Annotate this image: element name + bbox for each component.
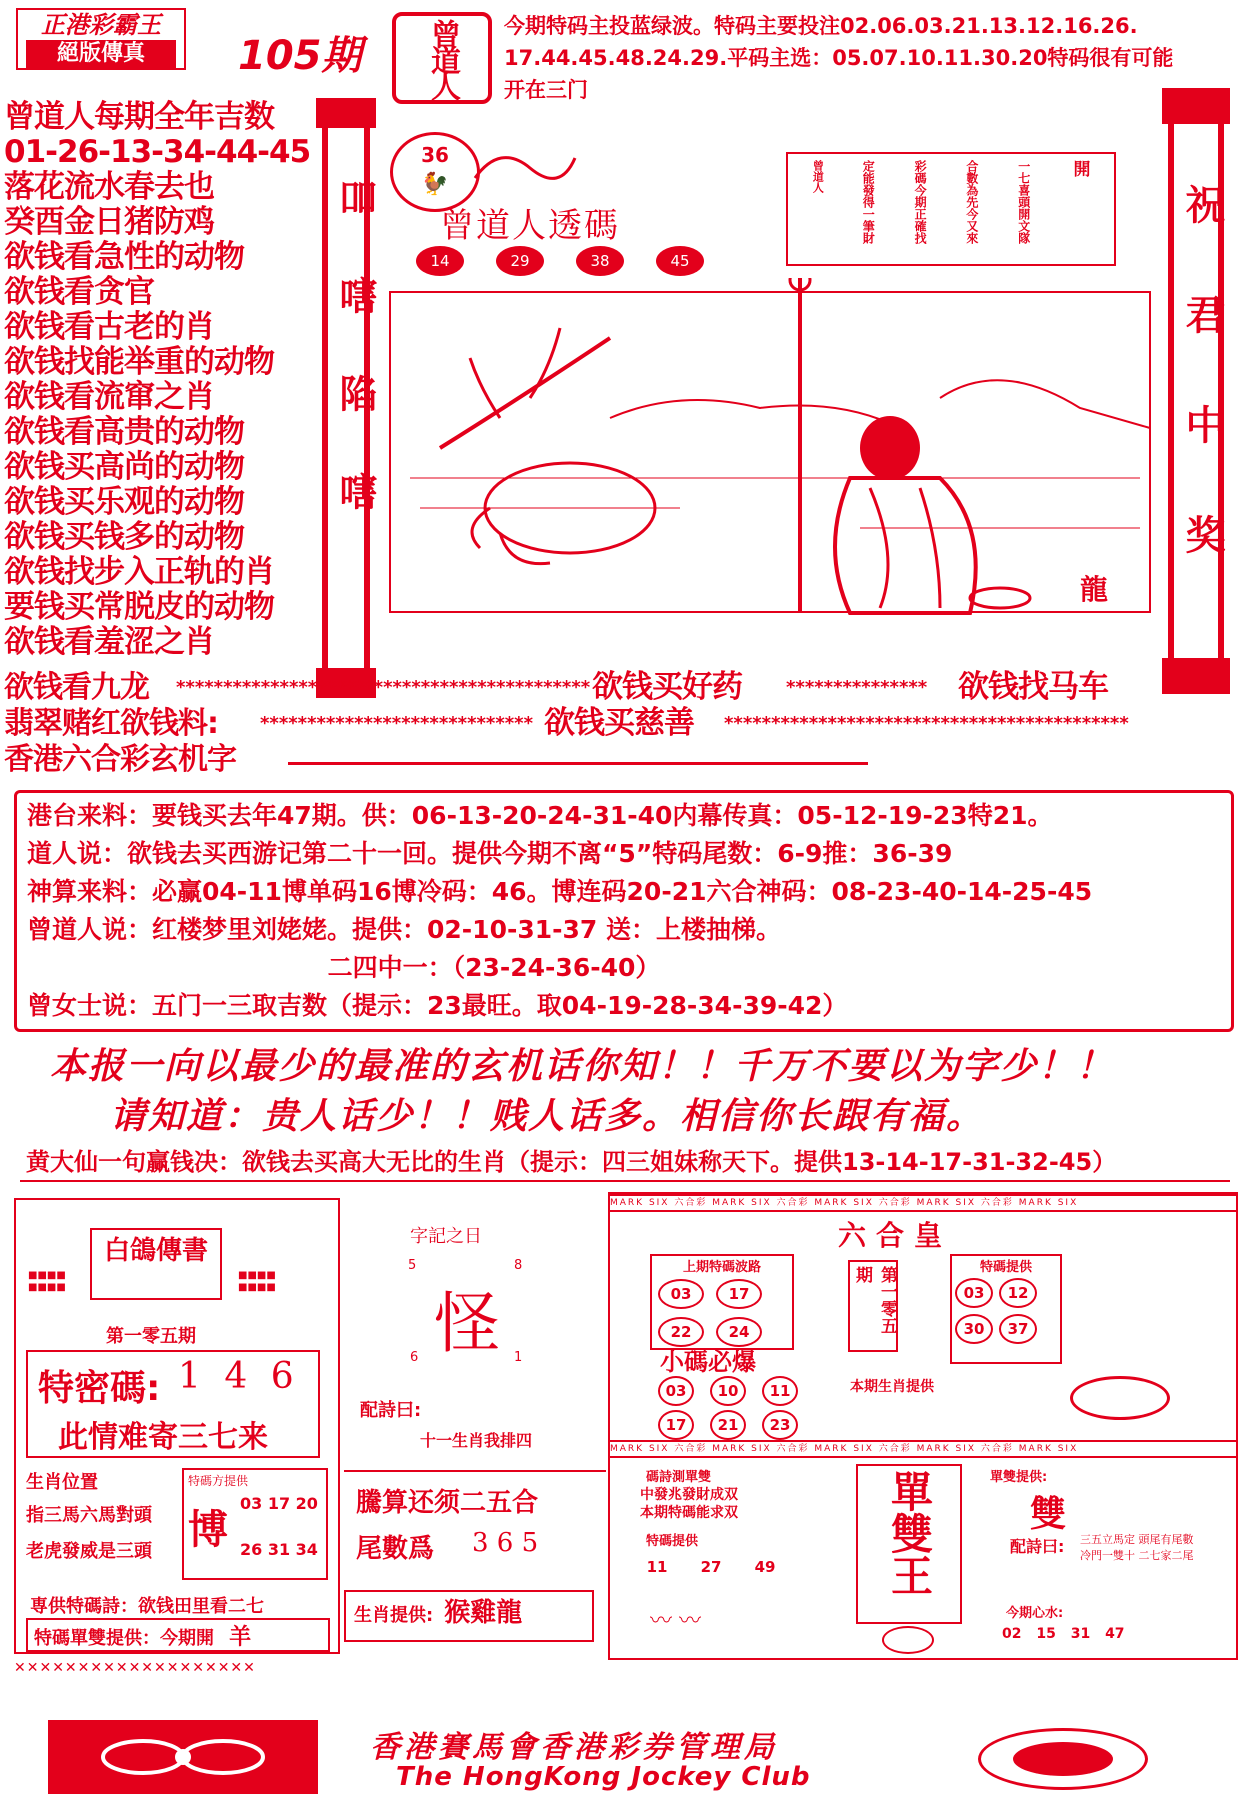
right-scroll-banner	[1168, 124, 1224, 658]
footer-org-en: The HongKong Jockey Club	[396, 1762, 811, 1792]
tema-poem: 此情难寄三七来	[58, 1420, 268, 1455]
panel-right	[608, 1192, 1238, 1660]
bo-nums: 03 17 20	[240, 1494, 318, 1513]
bo-box	[182, 1468, 328, 1580]
pos-box	[26, 1468, 320, 1594]
mid-number: 8	[514, 1258, 523, 1273]
illustration-signature: 龍	[1080, 573, 1109, 606]
left-line: 癸酉金日猪防鸡	[4, 204, 214, 240]
mark-six-stripe: MARK SIX 六合彩 MARK SIX 六合彩 MARK SIX 六合彩 MARK SIX 六合彩 MARK SIX	[610, 1194, 1236, 1212]
left-line: 01-26-13-34-44-45	[4, 134, 311, 170]
info-line: 曾女士说：五门一三取吉数（提示：23最旺。取04-19-28-34-39-42）	[27, 991, 848, 1020]
huang-line: 黄大仙一句赢钱决：欲钱去买高大无比的生肖（提示：四三姐妹称天下。提供13-14-17-31-32-45）	[26, 1148, 1117, 1176]
slogan-2: 请知道：贵人话少！！贱人话多。相信你长跟有福。	[110, 1095, 985, 1137]
bo-label: 特碼方提供	[188, 1474, 249, 1488]
illustration-balls	[416, 246, 736, 276]
mid-number: 6	[410, 1350, 419, 1365]
riddle-left: 欲钱看九龙	[4, 670, 149, 705]
scene-illustration	[380, 278, 1160, 618]
wave-title: 上期特碼波路	[682, 1260, 761, 1275]
footer-org-cn: 香港賽馬會香港彩券管理局	[370, 1730, 778, 1765]
left-line: 欲钱看羞涩之肖	[4, 624, 214, 660]
info-line: 神算来料：必赢04-11博单码16博冷码：46。博连码20-21六合神码：08-23-40-14-25-45	[27, 877, 1093, 906]
tema-number2: 11	[646, 1558, 668, 1576]
baige-issue: 第一零五期	[106, 1326, 196, 1347]
left-scroll-banner	[322, 128, 377, 668]
tema-label: 特密碼:	[38, 1368, 161, 1409]
jinqi-label: 今期心水:	[1006, 1606, 1064, 1621]
small-number: 17	[658, 1410, 694, 1440]
left-riddle-column	[4, 100, 324, 660]
tema-number: 37	[999, 1314, 1037, 1344]
small-numbers	[650, 1374, 830, 1442]
left-line: 曾道人每期全年吉数	[4, 99, 274, 135]
crown-title: 六合皇	[838, 1219, 953, 1252]
small-number: 10	[710, 1376, 746, 1406]
riddle-mid: 欲钱买慈善	[544, 705, 694, 741]
left-line: 欲钱看急性的动物	[4, 239, 244, 275]
tema-tigong: 特碼提供	[979, 1260, 1032, 1275]
zodiac-glyphs-icon: 〰 〰	[650, 1609, 701, 1634]
seal	[392, 12, 492, 104]
mid-char: 怪	[434, 1285, 500, 1362]
oval-badge-icon	[1070, 1376, 1170, 1420]
baige-title: 白鴿傳書	[103, 1236, 208, 1266]
weishu-label: 尾數爲	[356, 1534, 435, 1564]
wave-number: 24	[716, 1317, 762, 1347]
mid-number: 5	[408, 1258, 417, 1273]
left-line: 欲钱买钱多的动物	[4, 519, 244, 555]
wave-box	[650, 1254, 794, 1350]
zodiac-badge: 36 🐓	[390, 132, 480, 212]
pei-lines: 三五立馬定 頭尾有尾數 冷門一雙十 二七家二尾	[1080, 1533, 1194, 1562]
info-line: 曾道人说：红楼梦里刘姥姥。提供：02-10-31-37 送：上楼抽梯。	[27, 915, 781, 944]
footer-left-emblem	[48, 1720, 318, 1794]
issue-box	[848, 1260, 898, 1352]
mark-six-stripe: MARK SIX 六合彩 MARK SIX 六合彩 MARK SIX 六合彩 MARK SIX 六合彩 MARK SIX	[610, 1440, 1236, 1458]
jinqi-numbers: 02 15 31 47	[1002, 1626, 1125, 1642]
zodiac-badge-number: 36	[421, 143, 449, 167]
info-line: 道人说：欲钱去买西游记第二十一回。提供今期不离“5”特码尾数：6-9推：36-39	[27, 839, 953, 868]
info-line: 二四中一：（23-24-36-40）	[327, 953, 661, 982]
danshuang-label: 特碼單雙提供：今期開	[34, 1628, 214, 1649]
top-notice-line2: 17.44.45.48.24.29.平码主选：05.07.10.11.30.20特码很有可能	[504, 46, 1174, 70]
peishi-label: 配詩曰:	[360, 1400, 422, 1421]
pei-title: 配詩曰:	[1010, 1537, 1065, 1556]
mid-number: 1	[514, 1350, 523, 1365]
pos-line: 指三馬六馬對頭	[26, 1505, 152, 1526]
poem-box	[786, 152, 1116, 266]
panel-left: 白鴿傳書 ■■■■ ■■■■ ■■■■ ■■■■ 第一零五期 特密碼: 1 4 6 此情难寄三七来 生肖位置 指三馬六馬對頭 老虎發威是三頭 特碼方提供 博 03 17 20 26 31 34 専供特碼詩：欲钱田里看二七 特碼單雙提供：今期開 羊	[14, 1198, 340, 1654]
left-line: 落花流水春去也	[4, 169, 214, 205]
right-char: 雙	[1030, 1494, 1067, 1535]
poem-col: 一七喜頭開文隊	[1016, 160, 1031, 244]
left-line: 欲钱看古老的肖	[4, 309, 214, 345]
ball: 45	[656, 246, 704, 276]
top-notice	[504, 10, 1244, 106]
left-line: 欲钱找能举重的动物	[4, 344, 274, 380]
ornament-icon	[83, 1732, 283, 1782]
shuangshi-title: 碼詩測單雙	[646, 1470, 712, 1485]
shengxiao-label: 生肖提供:	[354, 1605, 434, 1626]
danshuang-box	[26, 1618, 330, 1652]
riddle-left: 翡翠赌红欲钱料:	[4, 706, 218, 741]
tema-number: 30	[955, 1314, 993, 1344]
seal-text: 曾道人	[425, 19, 460, 97]
riddle-left: 香港六合彩玄机字	[4, 742, 236, 777]
tema-number2: 27	[700, 1558, 722, 1576]
poem-col: 彩碼今期正確找	[913, 160, 928, 244]
info-box	[14, 790, 1234, 1032]
footer-right-emblem	[978, 1728, 1148, 1790]
shuang-line: 本期特碼能求双	[640, 1505, 738, 1521]
wave-number: 22	[658, 1317, 704, 1347]
ball: 29	[496, 246, 544, 276]
poem-col: 曾道人	[811, 160, 825, 193]
tengsuan: 騰算还须二五合	[356, 1488, 539, 1518]
tema-number2: 49	[754, 1558, 776, 1576]
info-line: 港台来料：要钱买去年47期。供：06-13-20-24-31-40内幕传真：05-12-19-23特21。	[27, 801, 1053, 830]
illustration-panel	[380, 118, 1160, 618]
shengxiao-value: 猴雞龍	[444, 1598, 523, 1628]
riddle-right: 欲钱找马车	[958, 669, 1108, 705]
small-title: 小碼必爆	[660, 1348, 756, 1376]
masthead-logo	[16, 8, 186, 70]
tema-number: 03	[955, 1278, 993, 1308]
left-line: 欲钱看高贵的动物	[4, 414, 244, 450]
tema-digits: 1 4 6	[178, 1356, 300, 1397]
bo-char: 博	[188, 1507, 228, 1553]
mid-header: 字記之日	[410, 1226, 482, 1247]
danshuang-king: 單雙王	[885, 1470, 934, 1596]
benqi-label: 本期生肖提供	[850, 1379, 934, 1395]
tema-poem-line: 専供特碼詩：欲钱田里看二七	[30, 1596, 264, 1617]
ball: 38	[576, 246, 624, 276]
left-line: 欲钱看贪官	[4, 274, 154, 310]
riddle-rows: 欲钱看九龙 ******************************************** 欲钱买好药 *************** 欲钱找马车 翡翠赌红欲钱料: ***************************** 欲钱买慈善 ******************************************* 香港六合彩玄机字	[4, 669, 1129, 777]
jockey-badge-icon	[1013, 1742, 1113, 1776]
small-number: 21	[710, 1410, 746, 1440]
top-notice-line1: 今期特码主投蓝绿波。特码主要投注02.06.03.21.13.12.16.26.	[504, 14, 1138, 38]
logo-line2: 絕版傳真	[26, 40, 176, 68]
baige-title-box	[90, 1228, 222, 1300]
small-number: 11	[762, 1376, 798, 1406]
left-line: 欲钱买乐观的动物	[4, 484, 244, 520]
left-line: 欲钱买高尚的动物	[4, 449, 244, 485]
wave-number: 03	[658, 1279, 704, 1309]
decor-crosses: ✕✕✕✕✕✕✕✕✕✕✕✕✕✕✕✕✕✕✕	[14, 1660, 256, 1676]
right-title: 單雙提供:	[990, 1470, 1048, 1485]
poem-col: 開	[1069, 160, 1090, 177]
danshuang-value: 羊	[229, 1625, 252, 1650]
danshuang-king-box	[856, 1464, 962, 1624]
left-line: 欲钱找步入正轨的肖	[4, 554, 274, 590]
wave-number: 17	[716, 1279, 762, 1309]
first-issue: 第一零五期	[852, 1266, 897, 1334]
flower-icon	[882, 1626, 934, 1654]
poem-col: 定能發得一筆財	[861, 160, 876, 244]
tema-box	[26, 1350, 320, 1458]
bo-nums: 26 31 34	[240, 1540, 318, 1559]
pos-line: 老虎發威是三頭	[26, 1541, 152, 1562]
tema-number: 12	[999, 1278, 1037, 1308]
top-notice-line3: 开在三门	[504, 78, 588, 102]
illustration-title: 曾道人透碼	[440, 206, 620, 246]
tema-numbers2	[630, 1550, 792, 1584]
pos-title: 生肖位置	[26, 1472, 98, 1493]
small-number: 23	[762, 1410, 798, 1440]
poem-col: 合數為先今又來	[964, 160, 979, 244]
shengxiao-box	[344, 1590, 594, 1642]
riddle-mid: 欲钱买好药	[592, 669, 742, 705]
right-banner-text: 祝君中奖	[1179, 184, 1225, 624]
left-line: 要钱买常脱皮的动物	[4, 589, 274, 625]
logo-line1: 正港彩霸王	[41, 11, 161, 39]
dragon-curl-icon	[470, 138, 580, 198]
small-number: 03	[658, 1376, 694, 1406]
left-banner-text: 吅嗐陷嗐	[333, 178, 377, 570]
tema-tigong-box	[950, 1254, 1062, 1364]
slogan-1: 本报一向以最少的最准的玄机话你知！！千万不要以为字少！！	[50, 1045, 1115, 1087]
peishi-line: 十一生肖我排四	[420, 1431, 533, 1450]
panel-mid	[344, 1210, 606, 1658]
weishu-value: 3 6 5	[472, 1528, 539, 1558]
ball: 14	[416, 246, 464, 276]
issue-number: 105期	[238, 33, 362, 79]
left-line: 欲钱看流窜之肖	[4, 379, 214, 415]
tema-tigong2: 特碼提供	[646, 1534, 699, 1549]
shuang-line: 中發兆發財成双	[640, 1487, 738, 1503]
